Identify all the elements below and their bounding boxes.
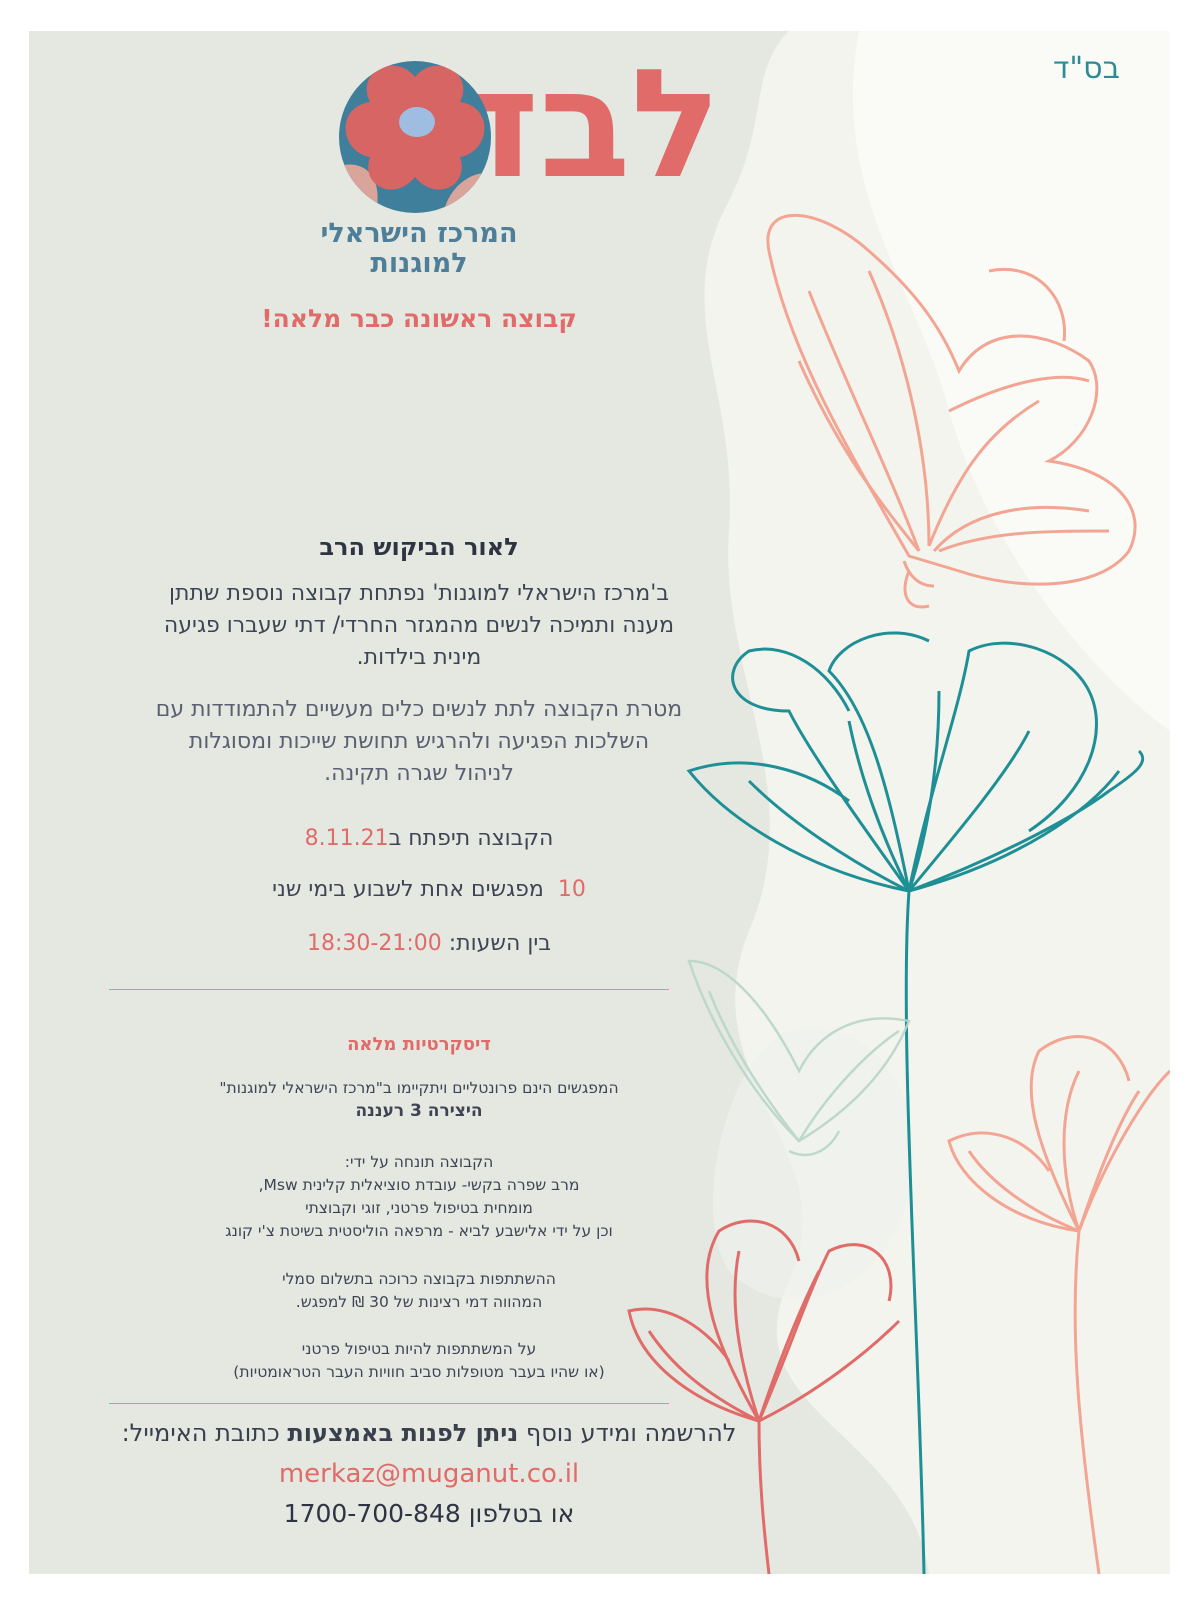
opening-date-value: 8.11.21 (304, 826, 389, 851)
registration-text-bold: ניתן לפנות באמצעות (287, 1419, 519, 1447)
logo-flower-icon (335, 57, 495, 217)
facilitators-line-1: הקבוצה תונחה על ידי: (344, 1153, 494, 1171)
facilitators-line-3: מומחית בטיפול פרטני, זוגי וקבוצתי (305, 1199, 533, 1217)
requirement-line-2: (או שהיו בעבר מטופלות סביב חוויות העבר הטראומטיות) (233, 1363, 605, 1381)
fee-line-2: המהווה דמי רצינות של 30 ₪ למפגש. (295, 1293, 543, 1311)
org-name-line1: המרכז הישראלי (320, 218, 518, 249)
butterfly-icon (768, 215, 1135, 607)
phone-label: או בטלפון (468, 1499, 575, 1528)
subheading: לאור הביקוש הרב (319, 533, 519, 561)
org-name-line2: למוגנות (370, 248, 468, 279)
email-link[interactable]: merkaz@muganut.co.il (278, 1459, 580, 1489)
hours-label: בין השעות: (448, 931, 551, 956)
facilitators-line-2: מרב שפרה בקשי- עובדת סוציאלית קלינית Msw, (258, 1176, 580, 1194)
intro-line-1: ב'מרכז הישראלי למוגנות' נפתחת קבוצה נוספת שתתן (169, 581, 669, 606)
registration-text-2: כתובת האימייל: (121, 1419, 280, 1447)
goal-line-3: לניהול שגרה תקינה. (324, 761, 514, 786)
location-line-1: המפגשים הינם פרונטליים ויתקיימו ב"מרכז הישראלי למוגנות" (219, 1079, 619, 1097)
facilitators-line-4: וכן על ידי אלישבע לביא - מרפאה הוליסטית בשיטת צ'י קונג (225, 1222, 613, 1240)
goal-paragraph (79, 694, 759, 790)
intro-paragraph (79, 578, 759, 674)
phone-number[interactable]: 1700-700-848 (283, 1499, 461, 1528)
intro-line-3: מינית בילדות. (356, 645, 482, 670)
divider-bottom (109, 1403, 669, 1404)
registration-text-1: להרשמה ומידע נוסף (525, 1419, 737, 1447)
goal-line-1: מטרת הקבוצה לתת לנשים כלים מעשיים להתמודדות עם (155, 697, 683, 722)
meetings-text: מפגשים אחת לשבוע בימי שני (272, 877, 544, 902)
divider-top (109, 989, 669, 990)
meetings-info (149, 877, 709, 902)
peach-flower-icon (949, 1037, 1170, 1574)
requirement-block (109, 1338, 729, 1384)
meetings-count: 10 (557, 877, 586, 902)
facilitators-block (109, 1151, 729, 1243)
opening-date (149, 826, 709, 851)
registration-line (49, 1419, 809, 1447)
hours-value: 18:30-21:00 (307, 931, 442, 956)
requirement-line-1: על המשתתפות להיות בטיפול פרטני (301, 1340, 537, 1358)
opening-label: הקבוצה תיפתח ב (388, 826, 554, 851)
intro-line-2: מענה ותמיכה לנשים מהמגזר החרדי/ דתי שעברו פגיעה (163, 613, 675, 638)
first-group-full: קבוצה ראשונה כבר מלאה! (261, 304, 577, 333)
phone-line (129, 1499, 729, 1528)
bsd-mark: בס"ד (1053, 51, 1120, 86)
location-block (109, 1077, 729, 1123)
fee-block (109, 1268, 729, 1314)
poster (29, 31, 1170, 1574)
faded-butterfly-icon (689, 961, 909, 1155)
goal-line-2: השלכות הפגיעה ולהרגיש תחושת שייכות ומסוגלות (188, 729, 650, 754)
hours-info (149, 931, 709, 956)
headline-text: לבד (450, 38, 722, 201)
location-address: היצירה 3 רעננה (355, 1101, 483, 1121)
discretion-note: דיסקרטיות מלאה (347, 1034, 491, 1055)
fee-line-1: ההשתתפות בקבוצה כרוכה בתשלום סמלי (282, 1270, 556, 1288)
